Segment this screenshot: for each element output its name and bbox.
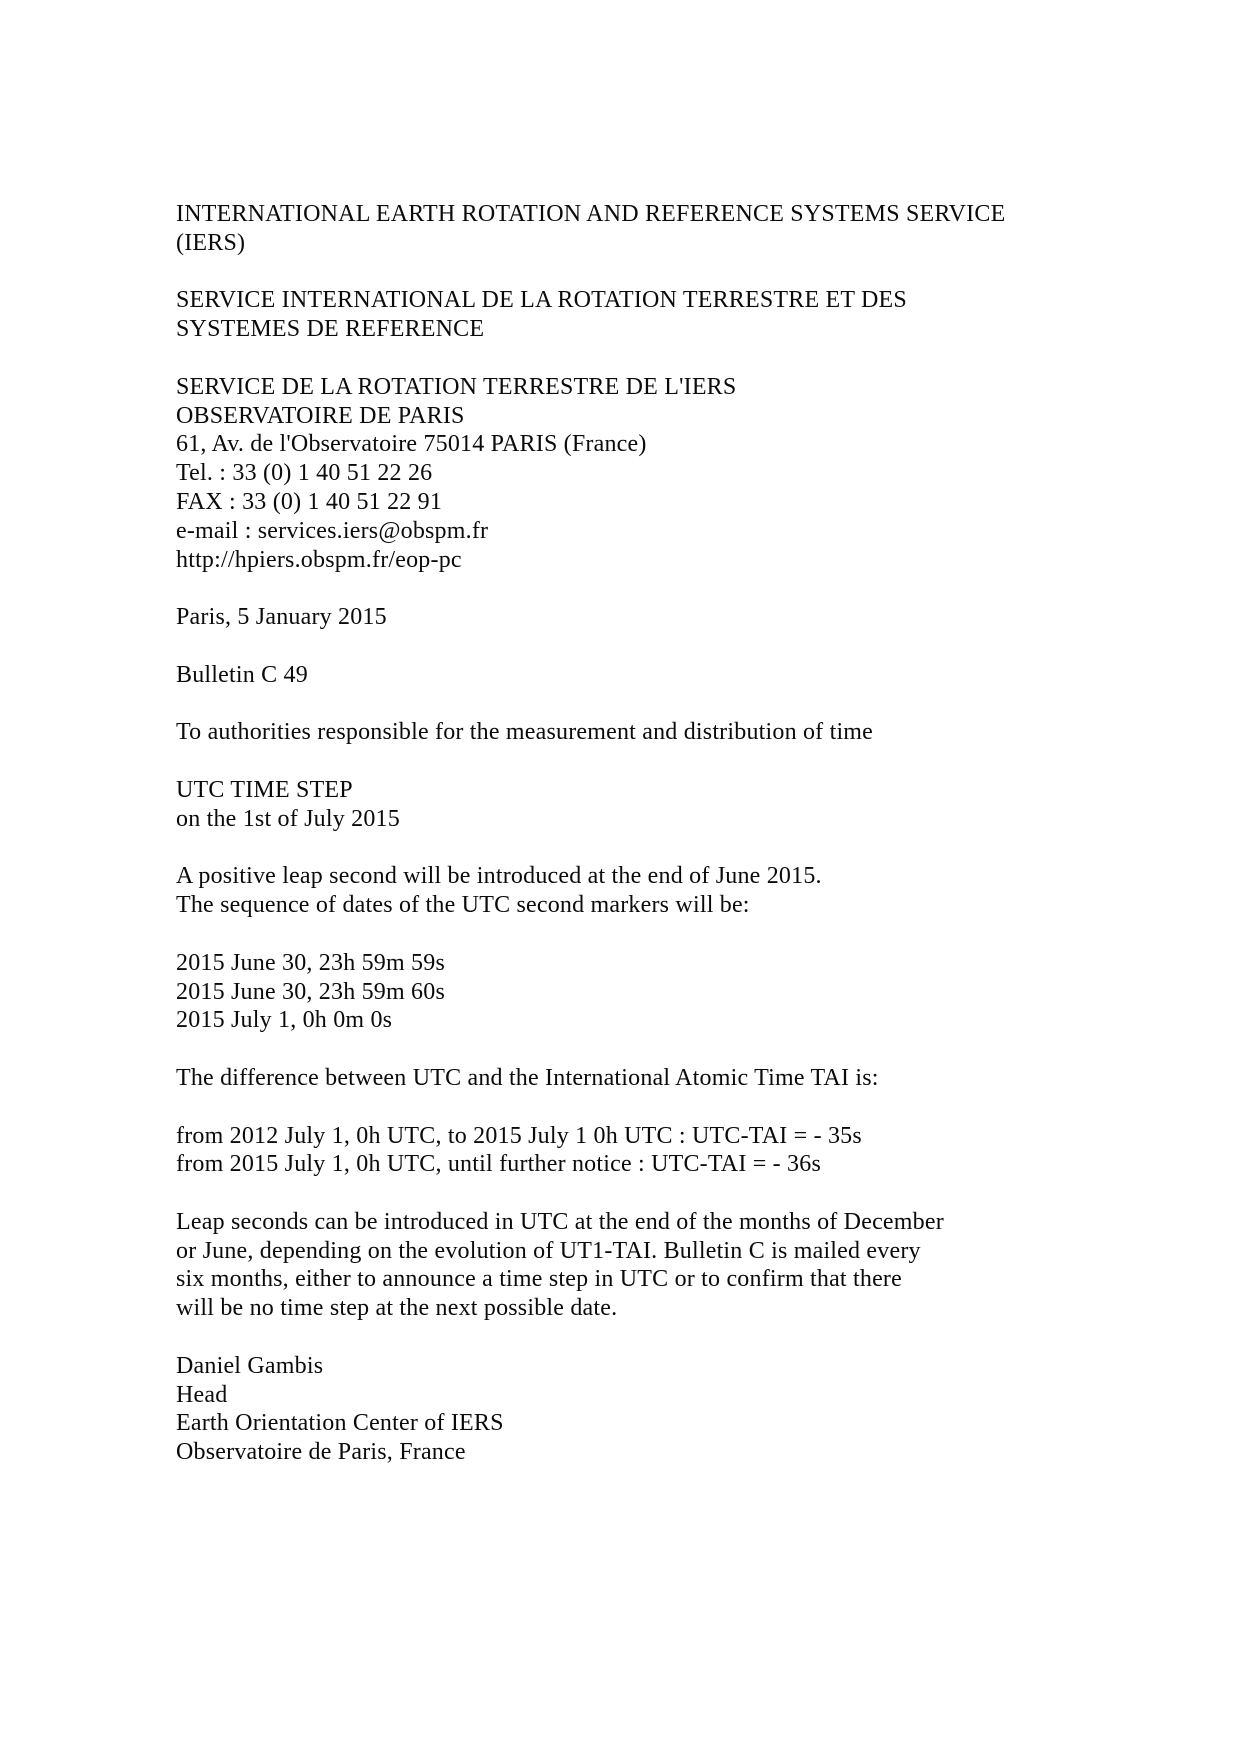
paragraph-signature-block [176, 1352, 1156, 1467]
text-line: will be no time step at the next possible date. [176, 1295, 618, 1322]
text-line: or June, depending on the evolution of UT1-TAI. Bulletin C is mailed every [176, 1237, 921, 1264]
text-line: Bulletin C 49 [176, 661, 308, 688]
paragraph-salutation [176, 718, 1156, 747]
text-line: from 2015 July 1, 0h UTC, until further notice : UTC-TAI = - 36s [176, 1151, 821, 1178]
paragraph-org-name-fr [176, 286, 1156, 344]
text-line: INTERNATIONAL EARTH ROTATION AND REFERENCE SYSTEMS SERVICE [176, 201, 1006, 227]
text-line: SYSTEMES DE REFERENCE [176, 316, 485, 343]
paragraph-utc-second-markers [176, 949, 1156, 1035]
paragraph-utc-tai-values [176, 1122, 1156, 1180]
text-line: SERVICE INTERNATIONAL DE LA ROTATION TERRESTRE ET DES [176, 287, 907, 314]
text-line: Head [176, 1381, 228, 1408]
text-line: 2015 June 30, 23h 59m 59s [176, 949, 445, 976]
text-line: 61, Av. de l'Observatoire 75014 PARIS (France) [176, 431, 647, 458]
document-body [176, 200, 1156, 1467]
text-line: SERVICE DE LA ROTATION TERRESTRE DE L'IERS [176, 373, 737, 400]
text-line: Paris, 5 January 2015 [176, 604, 387, 631]
text-line: Observatoire de Paris, France [176, 1439, 466, 1466]
text-line: 2015 July 1, 0h 0m 0s [176, 1007, 393, 1034]
paragraph-difference-intro [176, 1064, 1156, 1093]
text-line: A positive leap second will be introduced at the end of June 2015. [176, 863, 822, 890]
text-line: OBSERVATOIRE DE PARIS [176, 402, 465, 429]
text-line: (IERS) [176, 229, 246, 256]
paragraph-letterhead-address [176, 373, 1156, 575]
text-line: The sequence of dates of the UTC second markers will be: [176, 892, 750, 919]
text-line: Daniel Gambis [176, 1352, 324, 1379]
paragraph-subject [176, 776, 1156, 834]
paragraph-dateline [176, 603, 1156, 632]
text-line: e-mail : services.iers@obspm.fr [176, 517, 489, 544]
text-line: from 2012 July 1, 0h UTC, to 2015 July 1 0h UTC : UTC-TAI = - 35s [176, 1122, 862, 1149]
text-line: UTC TIME STEP [176, 776, 353, 803]
paragraph-announcement [176, 862, 1156, 920]
text-line: on the 1st of July 2015 [176, 805, 400, 832]
text-line: Earth Orientation Center of IERS [176, 1410, 504, 1437]
text-line: Leap seconds can be introduced in UTC at the end of the months of December [176, 1208, 944, 1235]
text-line: Tel. : 33 (0) 1 40 51 22 26 [176, 460, 433, 487]
text-line: 2015 June 30, 23h 59m 60s [176, 978, 445, 1005]
paragraph-org-name-en [176, 200, 1156, 258]
text-line: To authorities responsible for the measurement and distribution of time [176, 719, 874, 746]
text-line: http://hpiers.obspm.fr/eop-pc [176, 546, 462, 573]
paragraph-bulletin-number [176, 661, 1156, 690]
paragraph-explanation [176, 1208, 1156, 1323]
text-line: six months, either to announce a time step in UTC or to confirm that there [176, 1266, 902, 1293]
text-line: FAX : 33 (0) 1 40 51 22 91 [176, 488, 443, 515]
text-line: The difference between UTC and the International Atomic Time TAI is: [176, 1064, 879, 1091]
